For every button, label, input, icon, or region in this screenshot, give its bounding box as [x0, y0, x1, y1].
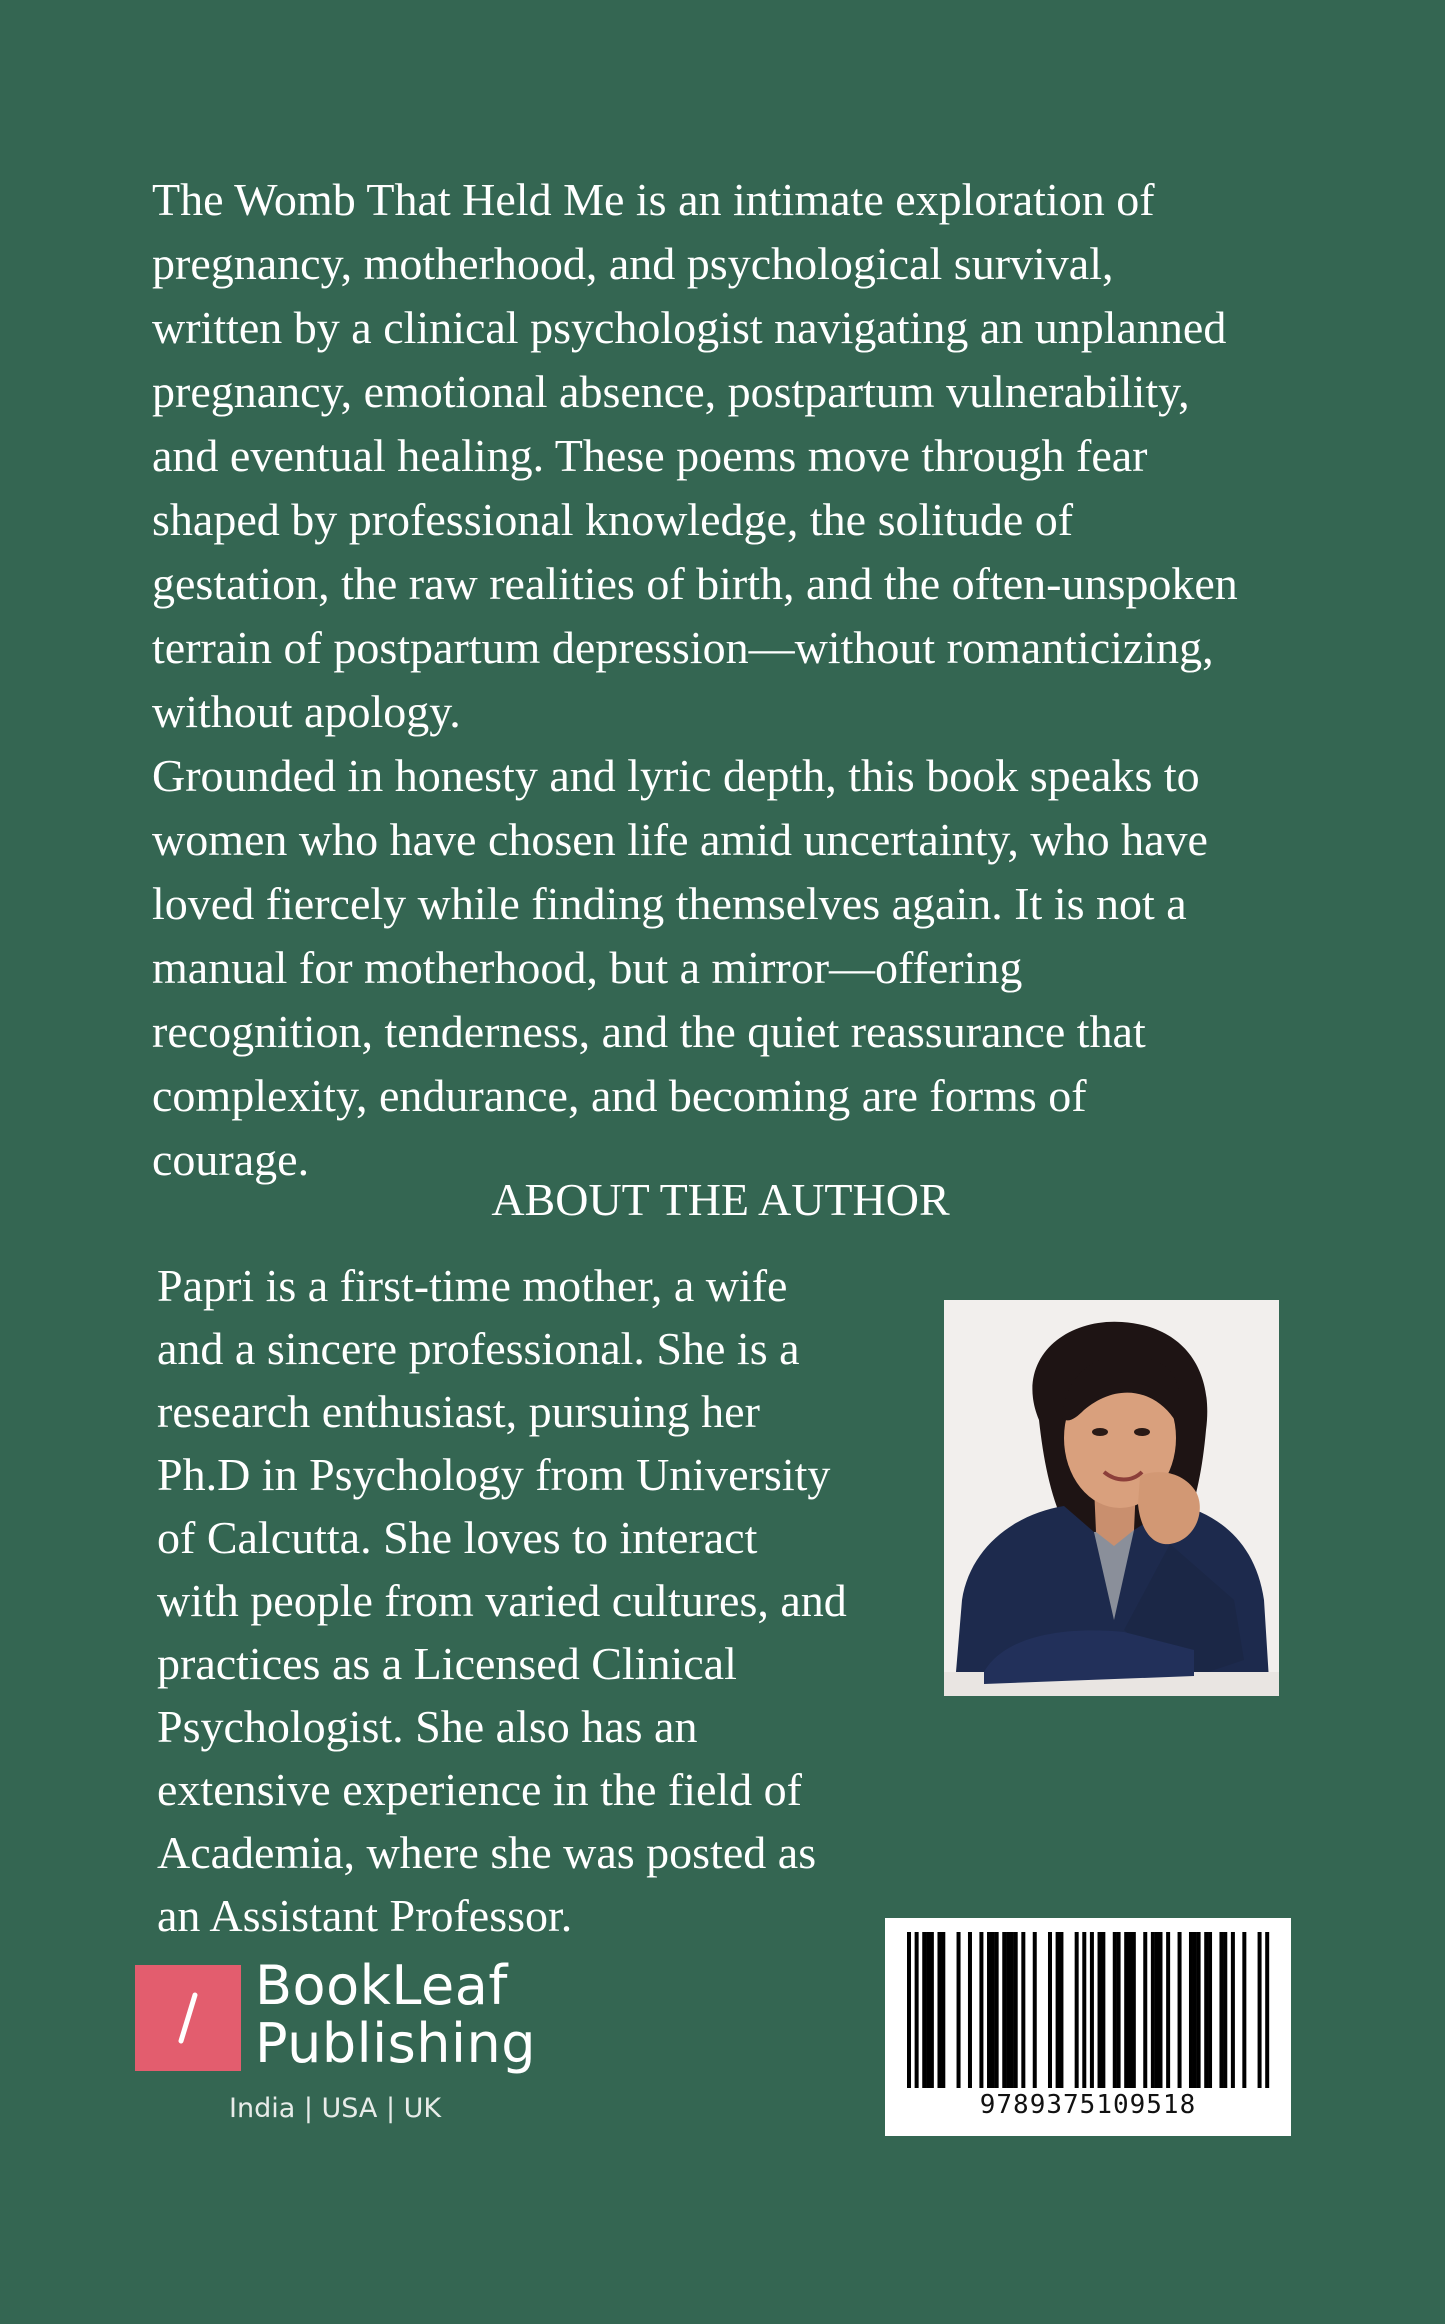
- barcode-bar: [1082, 1932, 1086, 2088]
- barcode-bar: [987, 1932, 991, 2088]
- barcode-bar: [1242, 1932, 1246, 2088]
- barcode-bar: [1010, 1932, 1014, 2088]
- barcode-bar: [1158, 1932, 1162, 2088]
- barcode-bar: [930, 1932, 934, 2088]
- barcode-bar: [1128, 1932, 1132, 2088]
- barcode-bar: [907, 1932, 911, 2088]
- barcode-bar: [1124, 1932, 1128, 2088]
- barcode-bar: [957, 1932, 961, 2088]
- barcode-bar: [991, 1932, 995, 2088]
- publisher-mark: [135, 1965, 241, 2071]
- barcode-bar: [1193, 1932, 1197, 2088]
- barcode-bar: [1048, 1932, 1052, 2088]
- barcode-bar: [1014, 1932, 1018, 2088]
- barcode-bar: [926, 1932, 930, 2088]
- barcode-bar: [1090, 1932, 1094, 2088]
- barcode-bar: [941, 1932, 945, 2088]
- barcode-bar: [1143, 1932, 1147, 2088]
- blurb-paragraph: The Womb That Held Me is an intimate exploration of pregnancy, motherhood, and psychological survival, written by a clinical psychologist navigating an unplanned pregnancy, emotional absence, postpartum vulnerability, and eventual healing. These poems move through fear shaped by professional knowledge, the solitude of gestation, the raw realities of birth, and the often-unspoken terrain of postpartum depression—without romanticizing, without apology.: [152, 174, 1238, 737]
- author-bio: Papri is a first-time mother, a wife and a sincere professional. She is a research enthusiast, pursuing her Ph.D in Psychology from University of Calcutta. She loves to interact with people from varied cultures, and practices as a Licensed Clinical Psychologist. She also has an extensive experience in the field of Academia, where she was posted as an Assistant Professor.: [157, 1260, 847, 1941]
- barcode-bar: [1101, 1932, 1105, 2088]
- barcode-bar: [1113, 1932, 1117, 2088]
- barcode-bar: [1166, 1932, 1170, 2088]
- barcode-bar: [1223, 1932, 1227, 2088]
- barcode-bar: [1059, 1932, 1063, 2088]
- publisher-logo: [135, 1954, 555, 2145]
- barcode-bar: [1219, 1932, 1223, 2088]
- slash-icon: [135, 1965, 241, 2071]
- barcode-bar: [1021, 1932, 1025, 2088]
- barcode-bar: [1204, 1932, 1208, 2088]
- publisher-name-line: Publishing: [255, 2012, 536, 2075]
- barcode-bar: [1033, 1932, 1037, 2088]
- publisher-name: [255, 1954, 536, 2075]
- barcode-bar: [1002, 1932, 1006, 2088]
- barcode-bar: [1231, 1932, 1235, 2088]
- barcode-bar: [1075, 1932, 1079, 2088]
- barcode-bar: [1098, 1932, 1102, 2088]
- barcode-bar: [1178, 1932, 1182, 2088]
- about-author-heading: [0, 1168, 1445, 1232]
- barcode-bar: [1258, 1932, 1262, 2088]
- barcode-bar: [922, 1932, 926, 2088]
- book-blurb: [152, 168, 1352, 1192]
- barcode-bar: [1189, 1932, 1193, 2088]
- publisher-name-line: BookLeaf: [255, 1954, 508, 2017]
- barcode-bar: [1197, 1932, 1201, 2088]
- publisher-regions: India | USA | UK: [229, 2093, 442, 2124]
- about-author-heading-text: ABOUT THE AUTHOR: [491, 1174, 950, 1225]
- author-portrait-image: [944, 1300, 1279, 1696]
- barcode-bar: [1155, 1932, 1159, 2088]
- barcode-bar: [1056, 1932, 1060, 2088]
- barcode-bar: [937, 1932, 941, 2088]
- barcode-bar: [1006, 1932, 1010, 2088]
- barcode-bar: [968, 1932, 972, 2088]
- blurb-paragraph: Grounded in honesty and lyric depth, this book speaks to women who have chosen life amid uncertainty, who have loved fiercely while finding themselves again. It is not a manual for motherhood, but a mirror—offering recognition, tenderness, and the quiet reassurance that complexity, endurance, and becoming are forms of courage.: [152, 750, 1208, 1185]
- barcode-bar: [1208, 1932, 1212, 2088]
- author-photo: [944, 1300, 1279, 1696]
- barcode-bar: [979, 1932, 983, 2088]
- barcode-bar: [1117, 1932, 1121, 2088]
- barcode-bar: [995, 1932, 999, 2088]
- isbn-barcode: [885, 1918, 1291, 2136]
- barcode-bar: [1132, 1932, 1136, 2088]
- barcode-bar: [1151, 1932, 1155, 2088]
- barcode-bar: [915, 1932, 919, 2088]
- isbn-number: 9789375109518: [979, 2090, 1197, 2120]
- barcode-bar: [1265, 1932, 1269, 2088]
